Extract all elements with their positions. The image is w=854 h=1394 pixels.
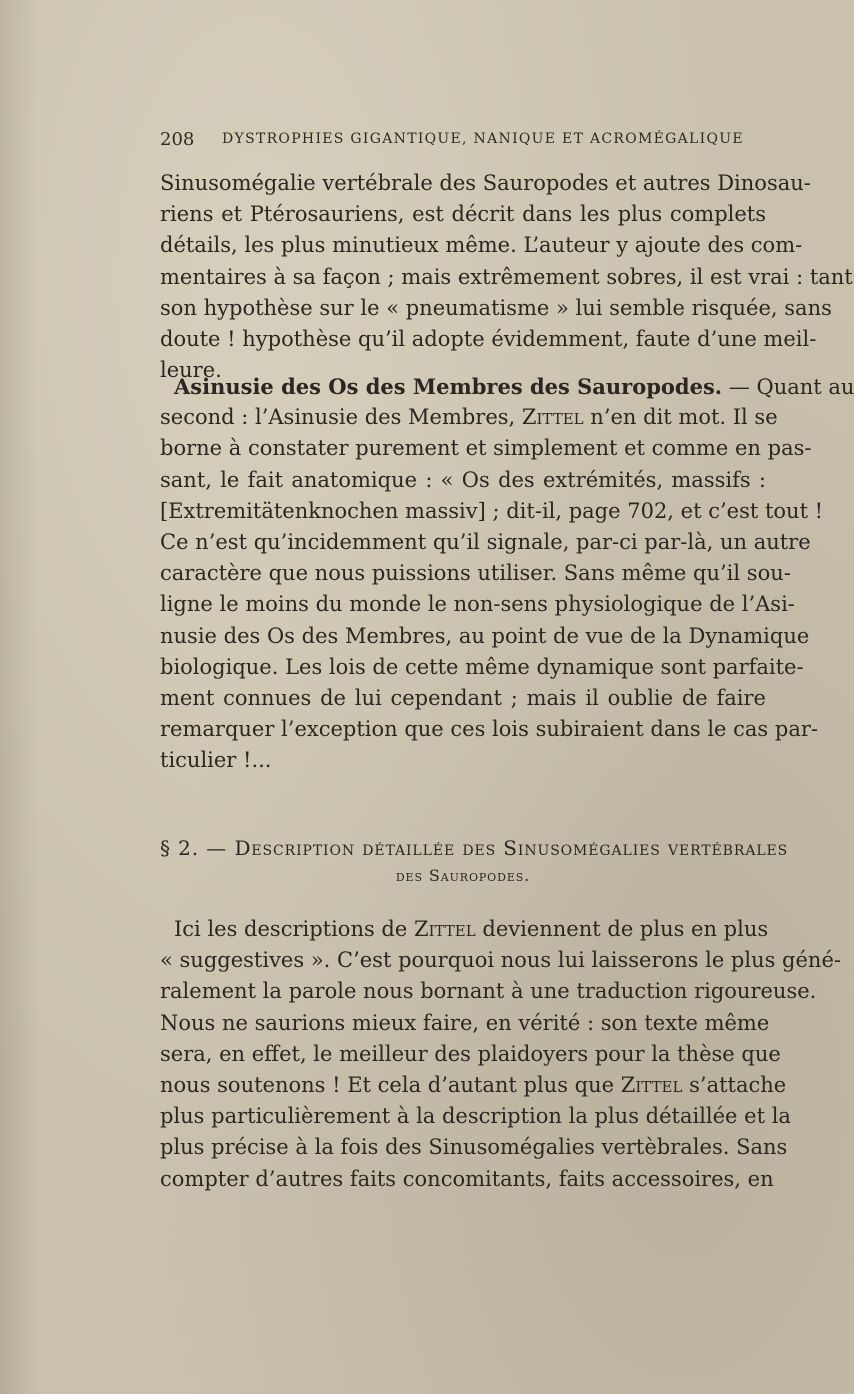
text-line: remarquer l’exception que ces lois subiraient dans le cas par- [160, 717, 818, 742]
text-line: Sinusomégalie vertébrale des Sauropodes et autres Dinosau- [160, 171, 811, 195]
text-line: doute ! hypothèse qu’il adopte évidemment, faute d’une meil- [160, 326, 817, 351]
text-line [160, 402, 778, 433]
text-line: son hypothèse sur le « pneumatisme » lui semble risquée, sans [160, 295, 832, 320]
text-line: plus précise à la fois des Sinusomégalies vertèbrales. Sans [160, 1135, 788, 1160]
paragraph-2 [160, 371, 854, 776]
paragraph-1 [160, 168, 853, 386]
text-line: sera, en effet, le meilleur des plaidoyers pour la thèse que [160, 1041, 781, 1066]
text-line: riens et Ptérosauriens, est décrit dans les plus complets [160, 202, 766, 227]
section-heading [160, 836, 789, 896]
text-fragment: nous soutenons ! Et cela d’autant plus que [160, 1072, 621, 1097]
text-line: plus particulièrement à la description la plus détaillée et la [160, 1104, 791, 1129]
text-line: [Extremitätenknochen massiv] ; dit-il, page 702, et c’est tout ! [160, 498, 824, 523]
text-line [160, 914, 769, 945]
paragraph-heading-line [160, 371, 854, 402]
text-line: ligne le moins du monde le non-sens physiologique de l’Asi- [160, 592, 795, 617]
paragraph-3 [160, 914, 841, 1195]
text-line: Ce n’est qu’incidemment qu’il signale, par-ci par-là, un autre [160, 529, 811, 554]
text-line: Nous ne saurions mieux faire, en vérité : son texte même [160, 1010, 770, 1035]
text-line: détails, les plus minutieux même. L’auteur y ajoute des com- [160, 233, 803, 258]
text-line: ticulier !... [160, 748, 272, 773]
running-title: DYSTROPHIES GIGANTIQUE, NANIQUE ET ACROMÉGALIQUE [222, 131, 744, 147]
page-number: 208 [160, 129, 195, 150]
text-line: sant, le fait anatomique : « Os des extrémités, massifs : [160, 467, 766, 492]
text-line: ralement la parole nous bornant à une traduction rigoureuse. [160, 979, 817, 1004]
text-fragment: n’en dit mot. Il se [583, 405, 778, 430]
section-heading-line-1 [160, 836, 789, 866]
section-heading-line-2: des Sauropodes. [395, 866, 531, 885]
author-name: Zittel [521, 405, 584, 430]
running-header [160, 129, 766, 153]
text-line: leure. [160, 358, 222, 383]
author-name: Zittel [620, 1072, 683, 1097]
text-line [160, 1070, 787, 1101]
text-line: mentaires à sa façon ; mais extrêmement sobres, il est vrai : tant [160, 264, 853, 289]
text-line: borne à constater purement et simplement et comme en pas- [160, 436, 812, 461]
text-fragment: second : l’Asinusie des Membres, [160, 405, 522, 430]
text-fragment: Ici les descriptions de [174, 917, 414, 941]
text-line: caractère que nous puissions utiliser. Sans même qu’il sou- [160, 561, 791, 586]
text-line: « suggestives ». C’est pourquoi nous lui laisserons le plus géné- [160, 948, 841, 973]
paragraph-heading: Asinusie des Os des Membres des Sauropodes. [174, 374, 723, 399]
text-fragment: s’attache [682, 1072, 787, 1097]
author-name: Zittel [413, 917, 476, 941]
text-fragment: deviennent de plus en plus [475, 917, 769, 941]
section-title-text: Description détaillée des Sinusomégalies vertébrales [234, 836, 789, 860]
section-number: § 2. — [160, 836, 235, 860]
text-line: nusie des Os des Membres, au point de vue de la Dynamique [160, 623, 810, 648]
text-line: compter d’autres faits concomitants, faits accessoires, en [160, 1166, 774, 1191]
text-line: ment connues de lui cependant ; mais il oublie de faire [160, 685, 766, 710]
text-line: biologique. Les lois de cette même dynamique sont parfaite- [160, 654, 804, 679]
heading-rest: — Quant au [722, 375, 854, 399]
